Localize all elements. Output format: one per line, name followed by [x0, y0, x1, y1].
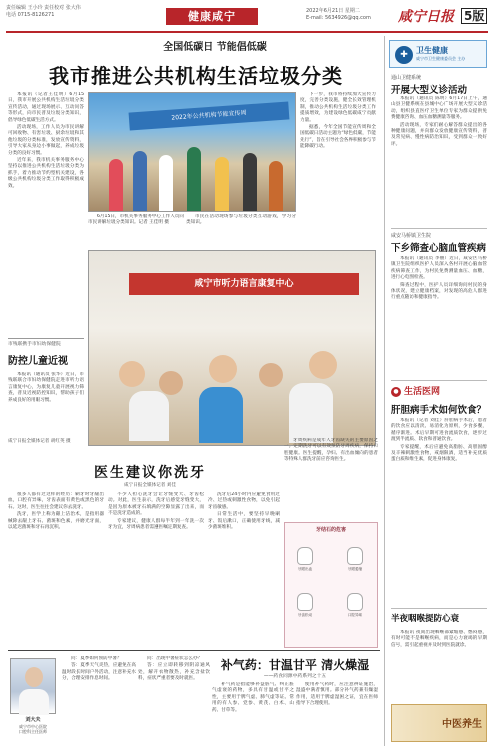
tooth-label: 牙龈萎缩 — [347, 567, 363, 571]
date-line: 2022年6月21日 星期二 — [306, 8, 360, 14]
myopia-title[interactable]: 防控儿童近视 — [8, 356, 68, 367]
section-title: 健康咸宁 — [166, 8, 258, 25]
dental-column-4 — [284, 438, 378, 520]
cross-icon: ✚ — [395, 46, 413, 64]
infographic-title: 牙结石的危害 — [315, 527, 346, 533]
tooth-icon — [347, 593, 363, 611]
avatar-body — [19, 689, 49, 715]
phone-line: 电话 0715-8126271 — [6, 12, 55, 18]
expert-name: 刘大夫 — [25, 717, 41, 723]
divider — [391, 380, 487, 381]
a3-title[interactable]: 肝胆病手术如何饮食？ — [391, 405, 487, 416]
tag-label: 生活医网 — [404, 387, 441, 397]
rehab-center-photo[interactable] — [88, 250, 376, 446]
center-sign: 咸宁市听力语言康复中心 — [129, 273, 359, 295]
a1-title[interactable]: 开展大型义诊活动 — [391, 85, 468, 96]
child-body — [199, 387, 243, 443]
person-figure — [133, 151, 147, 211]
myopia-body — [8, 372, 84, 436]
editor-line: 责任编辑 王小玲 责任校对 张大伟 — [6, 5, 81, 11]
child-body — [129, 391, 169, 441]
divider — [391, 608, 487, 609]
dental-column-1 — [8, 492, 104, 648]
divider — [391, 228, 487, 229]
qa-column-1 — [62, 656, 136, 742]
paragraph: 不少人担心洗牙会让牙缝变大、牙齿松动。对此，医生表示，洗牙后感觉牙缝变大，是因为原本被牙石填满的空隙显露了出来，而不是洗牙造成的。 — [108, 492, 204, 517]
right-sidebar — [384, 36, 490, 746]
avatar-head — [25, 667, 43, 687]
child-head — [309, 351, 337, 379]
paragraph: 筛查过程中，医护人员详细询问村民的身体状况，建立健康档案，对发现的高危人群进行重点随访和健康指导。 — [391, 282, 487, 301]
a2-title[interactable]: 下乡筛查心脑血管疾病 — [391, 243, 487, 254]
child-body — [289, 383, 333, 443]
banner-subtitle: 咸宁市卫生健康委员会 主办 — [416, 56, 466, 61]
dental-column-2 — [108, 492, 204, 648]
advert-text: 中医养生 — [442, 719, 482, 730]
email-line: E-mail: 5634926@qq.com — [306, 15, 371, 21]
newspaper-logo: 咸宁日报 — [398, 9, 454, 25]
paragraph: 牙周疾病是成年人牙齿缺失的主要原因之一。定期洗牙可以有效预防牙周疾病，保持口腔健康。医生提醒，孕妇、有出血倾向的患者等特殊人群洗牙前应咨询医生。 — [284, 438, 378, 463]
dot-icon: ● — [391, 387, 401, 397]
paragraph: 活动现场，工作人员为市民讲解可回收物、有害垃圾、厨余垃圾和其他垃圾的分类标准，发放宣传资料，引导大家从身边小事做起，养成垃圾分类的良好习惯。 — [8, 125, 84, 156]
a3-body — [391, 418, 487, 604]
child-head — [259, 363, 283, 387]
divider — [8, 338, 84, 339]
heart-failure-title[interactable] — [391, 612, 459, 626]
paragraph: 本报讯（记者王佳明）6月15日，我市开展公共机构生活垃圾分类宣传活动，通过现场展示、互动问答等形式，向市民普及垃圾分类知识，倡导绿色低碳生活方式。 — [8, 92, 84, 123]
dental-column-3 — [208, 492, 280, 648]
tooth-label: 口腔异味 — [347, 613, 363, 617]
header-divider — [6, 31, 488, 33]
paragraph: 本报讯（通讯员 陈明）6月17日上午，通山县卫健系统在县城中心广场开展大型义诊活动，组织县直医疗卫生单位专家为群众提供免费健康咨询、血压血糖测量等服务。 — [391, 96, 487, 121]
expert-role — [6, 724, 60, 734]
paragraph: 近年来，我市机关事务服务中心坚持以推进公共机构生活垃圾分类为抓手，着力推动节约型机关建设，各级公共机构垃圾分类工作取得积极成效。 — [8, 158, 84, 189]
lead-column-4 — [300, 92, 376, 244]
dental-byline: 咸宁日报全媒体记者 刘佳 — [124, 483, 176, 488]
paragraph: 专家建议，健康人群每半年到一年洗一次牙为宜，牙周病患者需遵医嘱定期复查。 — [108, 518, 204, 531]
paragraph: 下一步，我市将持续加大宣传力度，完善分类设施，健全长效管理机制，推动公共机构生活垃圾分类工作提质增效，为建设绿色低碳咸宁贡献力量。 — [300, 92, 376, 123]
paragraph: 本报讯 夜间出现咽喉部紧缩感、憋闷感，有时可能不是咽喉疾病，而是心力衰竭的早期信号，需引起重视并及时到医院就诊。 — [391, 630, 487, 648]
a2-body — [391, 256, 487, 376]
answer: 答：应立即转移到阴凉通风处，解开衣物散热，补充含盐饮料，症状严重者要及时就医。 — [138, 663, 210, 682]
tooth-label: 牙齿松动 — [297, 613, 313, 617]
person-figure — [159, 155, 173, 211]
question: 问：夏季如何预防中暑？ — [71, 656, 122, 661]
herbal-column-2 — [296, 682, 378, 742]
herbal-title[interactable]: 补气药：甘温甘平 清火燥湿 — [220, 658, 370, 672]
paragraph: 活动现场，专家们耐心解答群众提出的各种健康问题，并向群众发放健康宣传资料，普及常见病、慢性病防治知识，受到群众一致好评。 — [391, 122, 487, 147]
role-line: 咸宁市中心医院 — [19, 724, 47, 729]
herbal-column-1 — [212, 682, 294, 742]
paragraph: 日常生活中，要坚持早晚刷牙、饭后漱口，正确使用牙线，减少菌斑堆积。 — [208, 512, 280, 531]
a1-body — [391, 96, 487, 224]
person-figure — [109, 159, 123, 211]
tartar-infographic[interactable] — [284, 522, 378, 648]
photo-banner: 2022年公共机构节能宣传周 — [129, 101, 290, 130]
child-head — [209, 355, 237, 383]
date-info — [306, 8, 396, 22]
banner-title: 卫生健康 — [416, 46, 448, 55]
paragraph: 据悉，今年全国节能宣传周和全国低碳日活动主题为“绿色低碳，节能先行”，旨在引导社会各界积极参与节能降碳行动。 — [300, 125, 376, 150]
health-banner — [389, 40, 487, 68]
person-figure — [269, 161, 283, 211]
paragraph: 补气药是指能够补益脏气、纠正脏气虚衰的药物，多具有甘温或甘平之性，主要用于脾气虚、肺气虚等证。常用的有人参、党参、黄芪、白术、山药、甘草等。 — [212, 682, 294, 713]
a1-kicker: 通山卫健系统 — [391, 75, 422, 81]
tag-label: 半夜咽喉提防心衰 — [391, 614, 460, 624]
lead-photo[interactable] — [88, 92, 296, 212]
life-medical-tag — [391, 384, 440, 398]
answer: 答：夏季天气炎热，应避免在高温时段长时间户外活动，注意补充水分，合理安排作息时间。 — [62, 663, 136, 682]
myopia-byline: 咸宁日报全媒体记者 胡红英 摄 — [8, 439, 71, 444]
child-head — [119, 361, 145, 387]
person-figure — [243, 153, 257, 211]
paragraph: 很多人都有过这样的经历：刷牙时牙龈出血，口腔有异味，牙齿表面有黄色或黑色的牙石。这时，医生往往会建议你去洗牙。 — [8, 492, 104, 510]
lead-kicker: 全国低碳日 节能倡低碳 — [163, 42, 267, 53]
editor-info — [6, 5, 116, 19]
paragraph: 本报讯（通讯员 张华）近日，市残联联合市妇幼保健院走进市听力语言康复中心，为康复儿童开展视力筛查，普及近视防控知识，帮助孩子们养成良好的用眼习惯。 — [8, 372, 84, 403]
a2-kicker: 咸安马桥镇卫生院 — [391, 233, 432, 239]
dental-title[interactable]: 医生建议你洗牙 — [94, 465, 206, 481]
paragraph: 市民在活动现场参与垃圾分类互动游戏，学习分类知识。 — [186, 214, 296, 226]
expert-avatar — [10, 658, 56, 714]
divider — [8, 650, 380, 651]
myopia-kicker: 市残联携手市妇幼保健院 — [8, 342, 61, 347]
question: 问：出现中暑症状怎么办？ — [147, 656, 203, 661]
tooth-icon — [347, 547, 363, 565]
lead-column-3 — [186, 214, 296, 244]
paragraph: 使用补气药时，应注意辨证施治，湿盛中满者慎用。部分补气药兼有燥湿作用，适用于脾虚湿困之证，宜在医师指导下合理使用。 — [296, 682, 378, 707]
person-figure — [215, 157, 229, 211]
herbal-subtitle: ——药食同源中药系列之十五 — [263, 674, 327, 679]
role-line: 口腔科主任医师 — [19, 729, 47, 734]
paragraph: 洗牙，医学上称为龈上洁治术，是指用器械除去龈上牙石、菌斑和色素，并磨光牙面，以延迟菌斑和牙石再沉积。 — [8, 512, 104, 531]
person-figure — [187, 147, 201, 211]
tooth-label: 牙龈出血 — [297, 567, 313, 571]
lead-headline[interactable]: 我市推进公共机构生活垃圾分类 — [49, 64, 343, 88]
paragraph: 专家提醒，术后应避免高脂肪、高胆固醇及辛辣刺激性食物，戒烟限酒，适当补充优质蛋白质和维生素，促进身体康复。 — [391, 444, 487, 463]
lead-photo-caption — [88, 214, 184, 242]
tooth-icon — [297, 593, 313, 611]
page-number: 5版 — [461, 8, 487, 24]
caption-text: 6月15日，市机关事务服务中心工作人员向市民讲解垃圾分类知识。记者 王佳明 摄 — [88, 214, 184, 226]
page-header — [6, 4, 488, 30]
tcm-advert[interactable] — [391, 704, 487, 742]
paragraph: 本报讯（通讯员 李丽）近日，咸安区马桥镇卫生院组织医护人员深入各村开展心脑血管疾病筛查工作，为村民免费测量血压、血糖，进行心电图检查。 — [391, 256, 487, 281]
paragraph: 本报讯（记者 刘佳）肝胆病手术后，患者的饮食应以清淡、易消化为原则，少食多餐，循序渐进。术后早期可进食流质饮食，逐步过渡到半流质、软食和普通饮食。 — [391, 418, 487, 443]
child-head — [159, 371, 183, 395]
tooth-icon — [297, 547, 313, 565]
paragraph: 洗牙后24小时内应避免食用过冷、过热或刺激性食物，以免引起牙齿敏感。 — [208, 492, 280, 510]
qa-column-2 — [138, 656, 210, 742]
lead-column-1 — [8, 92, 84, 304]
